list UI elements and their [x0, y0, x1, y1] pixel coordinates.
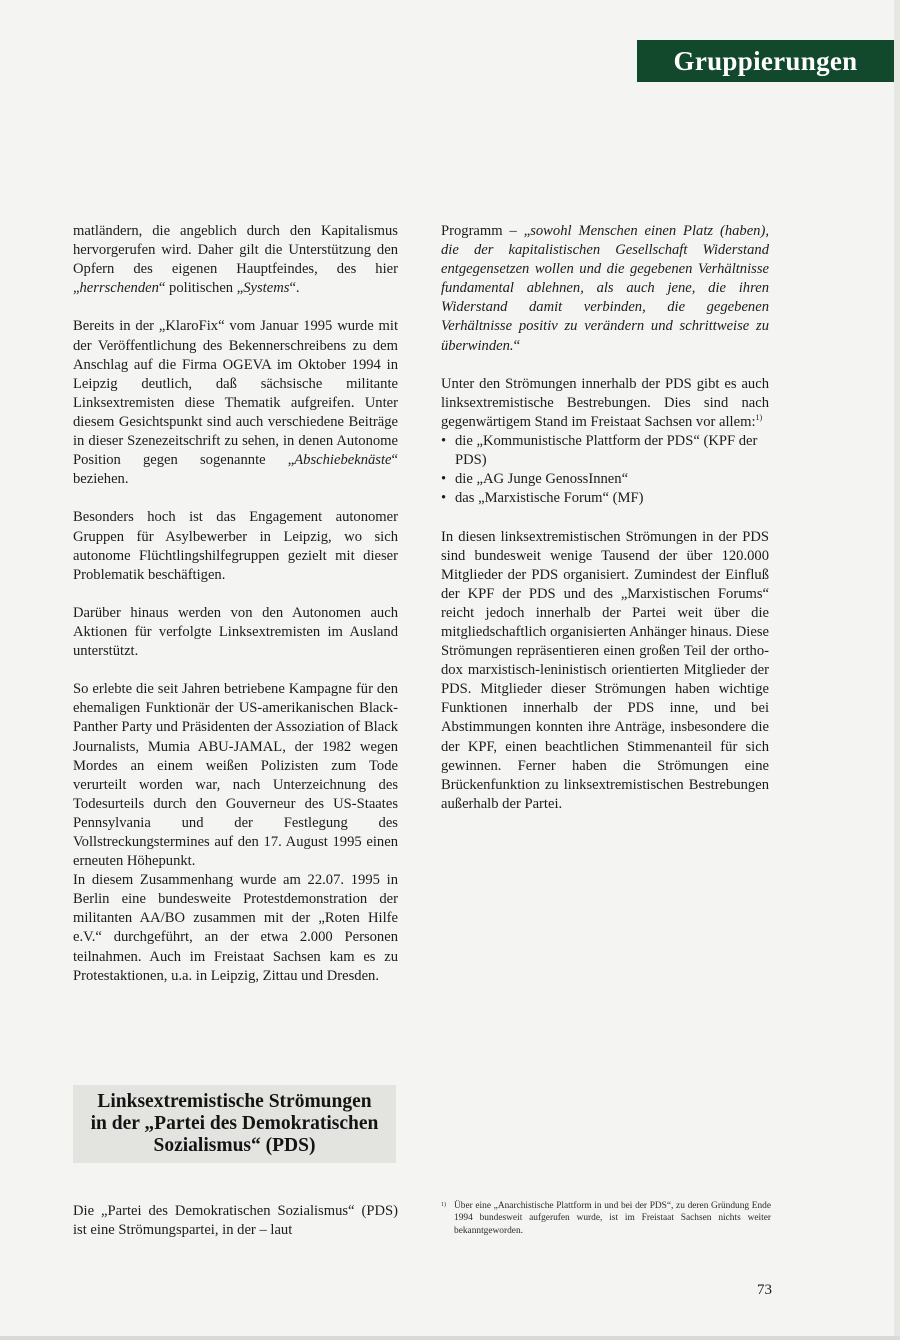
page-bottom-edge [0, 1336, 900, 1340]
left-column [73, 222, 398, 1005]
left-paragraph-1: matländern, die angeblich durch den Kapitalismus hervorgerufen wird. Daher gilt die Unterstützung den Opfern des eigenen Hauptfeindes, des hier „herrschenden“ politischen „Systems“. [73, 223, 398, 297]
list-item: • das „Marxistische Forum“ (MF) [441, 489, 769, 508]
right-paragraph-2: Unter den Strömungen innerhalb der PDS gibt es auch linksextremistische Bestrebungen. Dies sind nach gegenwärtigem Stand im Freistaat Sachsen vor allem:$^{1)}$ [441, 375, 769, 430]
page-number: 73 [757, 1282, 772, 1298]
left-paragraph-4: Darüber hinaus werden von den Autonomen auch Aktionen für verfolgte Linksextremisten im Ausland unterstützt. [73, 604, 398, 660]
left-paragraph-2: Bereits in der „KlaroFix“ vom Januar 1995 wurde mit der Veröffentlichung des Bekennerschreibens zu dem Anschlag auf die Firma OGEVA im Oktober 1994 in Leipzig deutlich, daß sächsische militante Linksextremisten diese Thematik aufgreifen. Unter diesem Gesichtspunkt sind auch verschiedene Beiträge in dieser Szenezeitschrift zu sehen, in denen Autonome Position gegen sogenannte „Abschiebeknäste“ beziehen. [73, 318, 398, 488]
footnote-mark: 1) [441, 1202, 446, 1208]
left-paragraph-3: Besonders hoch ist das Engagement autonomer Gruppen für Asylbewerber in Leipzig, wo sich autonome Flüchtlingshilfegruppen gezielt mit dieser Problematik beschäftigen. [73, 509, 398, 583]
right-paragraph-3: In diesen linksextremistischen Strömungen in der PDS sind bundesweit wenige Tausend der über 120.000 Mitglieder der PDS organisiert. Zumindest der Einfluß der KPF der PDS und des „Marxistischen Forums“ reicht jedoch innerhalb der Partei weit über die mitgliedschaftlich organisierten Anhänger hinaus. Diese Strömungen repräsentieren einen großen Teil der orthodox marxistisch-leninistisch orientierten Mitglieder der PDS. Mitglieder dieser Strömungen haben wichtige Funktionen innerhalb der PDS inne, und bei Abstimmungen konnten ihre Anträge, insbesondere die der KPF, einen beachtlichen Stimmenanteil für sich gewinnen. Ferner haben die Strömungen eine Brückenfunktion zu linksextremistischen Bestrebungen außerhalb der Partei. [441, 528, 769, 812]
right-paragraph-1: Programm – „sowohl Menschen einen Platz (haben), die der kapitalistischen Gesellschaft Widerstand entgegensetzen wollen und die gegebenen Verhältnisse fundamental ablehnen, als auch jene, die ihren Widerstand damit verbinden, die gegebenen Verhältnisse positiv zu verändern und schrittweise zu überwinden.“ [441, 223, 769, 354]
bullet-list [441, 432, 769, 508]
footnote-text: Über eine „Anarchistische Plattform in und bei der PDS“, zu deren Gründung Ende 1994 bundesweit aufgerufen wurde, ist im Freistaat Sachsen nichts weiter bekanntgeworden. [454, 1201, 771, 1236]
footnote-reference: 1) [755, 413, 763, 423]
left-paragraph-6: In diesem Zusammenhang wurde am 22.07. 1995 in Berlin eine bundesweite Protestdemonstration der militanten AA/BO zusammen mit der „Roten Hilfe e.V.“ durchgeführt, an der etwa 2.000 Personen teilnahmen. Auch im Freistaat Sachsen kam es zu Protestaktionen, u.a. in Leipzig, Zittau und Dresden. [73, 872, 398, 984]
right-column [441, 222, 769, 833]
section-header-tab: Gruppierungen [637, 40, 894, 82]
list-item: • die „AG Junge GenossInnen“ [441, 470, 769, 489]
list-item: • die „Kommunistische Plattform der PDS“ (KPF der PDS) [441, 432, 769, 470]
section-intro-paragraph: Die „Partei des Demokratischen Sozialismus“ (PDS) ist eine Strömungspartei, in der – laut [73, 1203, 398, 1239]
footnote [441, 1200, 771, 1237]
page-right-edge [894, 0, 900, 1340]
left-paragraph-5: So erlebte die seit Jahren betriebene Kampagne für den ehemaligen Funktionär der US-amerikanischen Black-Panther Party und Präsidenten der Assoziation of Black Journalists, Mumia ABU-JAMAL, der 1982 wegen Mordes an einem weißen Polizisten zum Tode verurteilt worden war, nach Unterzeichnung des Todesurteils durch den Gouverneur des US-Staates Pennsylvania und der Festlegung des Vollstreckungstermines auf den 17. August 1995 einen erneuten Höhepunkt. [73, 681, 398, 870]
section-heading: Linksextremistische Strömungen in der „Partei des Demokratischen Sozialismus“ (PDS) [73, 1085, 396, 1163]
